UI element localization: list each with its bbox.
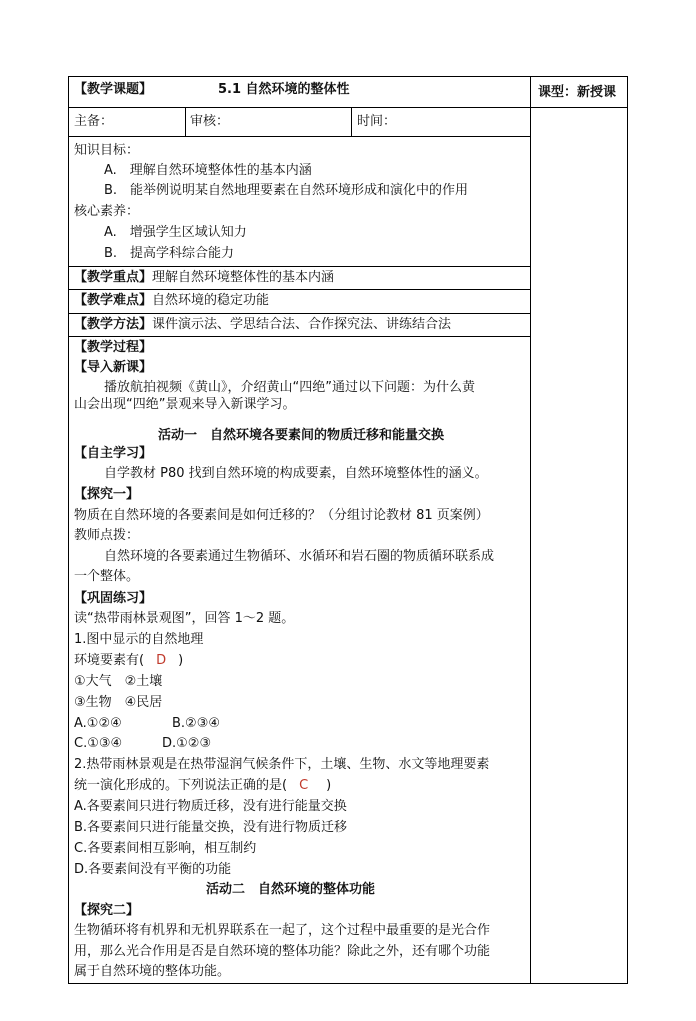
literacy-item-b: B. 提高学科综合能力	[104, 246, 235, 261]
q2-line-1: 2.热带雨林景观是在热带湿润气候条件下，土壤、生物、水文等地理要素	[74, 757, 490, 772]
knowledge-item-b: B. 能举例说明某自然地理要素在自然环境形成和演化中的作用	[104, 183, 469, 198]
key-point-row	[74, 269, 334, 287]
knowledge-item-a: A. 理解自然环境整体性的基本内涵	[104, 163, 312, 178]
q1-option-b: B.②③④	[172, 716, 221, 731]
hint-line-2: 一个整体。	[74, 569, 140, 584]
q2-close: )	[326, 778, 332, 793]
table-bottom-border	[68, 983, 628, 984]
row-divider-header	[68, 107, 628, 108]
difficulty-text: 自然环境的稳定功能	[152, 293, 270, 308]
explore-2-line-2: 用，那么光合作用是否是自然环境的整体功能？除此之外，还有哪个功能	[74, 944, 491, 959]
difficulty-label: 【教学难点】	[74, 293, 153, 308]
explore-1-title: 【探究一】	[74, 487, 140, 502]
row-divider-staff	[68, 136, 531, 137]
topic-title: 5.1 自然环境的整体性	[218, 82, 350, 97]
methods-label: 【教学方法】	[74, 317, 153, 332]
q1-line-1: 1.图中显示的自然地理	[74, 632, 204, 647]
methods-text: 课件演示法、学思结合法、合作探究法、讲练结合法	[152, 317, 452, 332]
explore-2-title: 【探究二】	[74, 903, 140, 918]
topic-label: 【教学课题】	[74, 82, 153, 97]
time-label: 时间：	[357, 114, 397, 129]
column-divider	[530, 76, 531, 984]
q2-stem: 统一演化形成的。下列说法正确的是(	[74, 778, 288, 793]
table-left-border	[68, 76, 69, 984]
q1-answer: D	[156, 653, 167, 668]
read-prompt: 读“热带雨林景观图”，回答 1～2 题。	[74, 611, 295, 626]
q1-items-1: ①大气 ②土壤	[74, 674, 163, 689]
q1-items-2: ③生物 ④民居	[74, 695, 163, 710]
self-study-title: 【自主学习】	[74, 446, 153, 461]
reviewer-label: 审核：	[190, 114, 230, 129]
intro-title: 【导入新课】	[74, 360, 153, 375]
intro-line-1: 播放航拍视频《黄山》，介绍黄山“四绝”通过以下问题：为什么黄	[104, 380, 475, 395]
explore-1-question: 物质在自然环境的各要素间是如何迁移的？（分组讨论教材 81 页案例）	[74, 508, 489, 523]
q2-option-d: D.各要素间没有平衡的功能	[74, 862, 232, 877]
row-divider-methods	[68, 336, 531, 337]
row-divider-difficulty	[68, 313, 531, 314]
explore-2-line-1: 生物循环将有机界和无机界联系在一起了，这个过程中最重要的是光合作	[74, 923, 491, 938]
q2-answer: C	[299, 778, 309, 793]
q1-stem: 环境要素有(	[74, 653, 145, 668]
q1-close: )	[178, 653, 184, 668]
activity-2-heading: 活动二 自然环境的整体功能	[206, 882, 376, 897]
q2-option-b: B.各要素间只进行能量交换，没有进行物质迁移	[74, 820, 348, 835]
literacy-title: 核心素养：	[74, 204, 140, 219]
hint-line-1: 自然环境的各要素通过生物循环、水循环和岩石圈的物质循环联系成	[104, 549, 495, 564]
key-point-label: 【教学重点】	[74, 270, 153, 285]
course-type: 课型：新授课	[538, 85, 617, 100]
literacy-item-a: A. 增强学生区域认知力	[104, 225, 247, 240]
knowledge-title: 知识目标：	[74, 143, 140, 158]
q1-line-2	[74, 652, 183, 670]
row-divider-objectives	[68, 266, 531, 267]
table-right-border	[627, 76, 628, 984]
intro-line-2: 山会出现“四绝”景观来导入新课学习。	[74, 397, 296, 412]
q2-option-c: C.各要素间相互影响，相互制约	[74, 841, 257, 856]
q1-option-d: D.①②③	[162, 736, 212, 751]
difficulty-row	[74, 292, 269, 310]
q1-option-c: C.①③④	[74, 736, 123, 751]
staff-divider-2	[351, 107, 352, 137]
practice-title: 【巩固练习】	[74, 591, 153, 606]
process-title: 【教学过程】	[74, 340, 153, 355]
explore-2-line-3: 属于自然环境的整体功能。	[74, 964, 231, 979]
teacher-hint-label: 教师点拨：	[74, 528, 140, 543]
table-top-border	[68, 76, 628, 77]
key-point-text: 理解自然环境整体性的基本内涵	[152, 270, 335, 285]
q1-option-a: A.①②④	[74, 716, 122, 731]
q2-line-2	[74, 777, 331, 795]
row-divider-keypoint	[68, 289, 531, 290]
self-study-text: 自学教材 P80 找到自然环境的构成要素，自然环境整体性的涵义。	[104, 466, 488, 481]
activity-1-heading: 活动一 自然环境各要素间的物质迁移和能量交换	[158, 428, 445, 443]
methods-row	[74, 316, 451, 334]
q2-option-a: A.各要素间只进行物质迁移，没有进行能量交换	[74, 799, 347, 814]
author-label: 主备：	[74, 114, 114, 129]
staff-divider-1	[185, 107, 186, 137]
